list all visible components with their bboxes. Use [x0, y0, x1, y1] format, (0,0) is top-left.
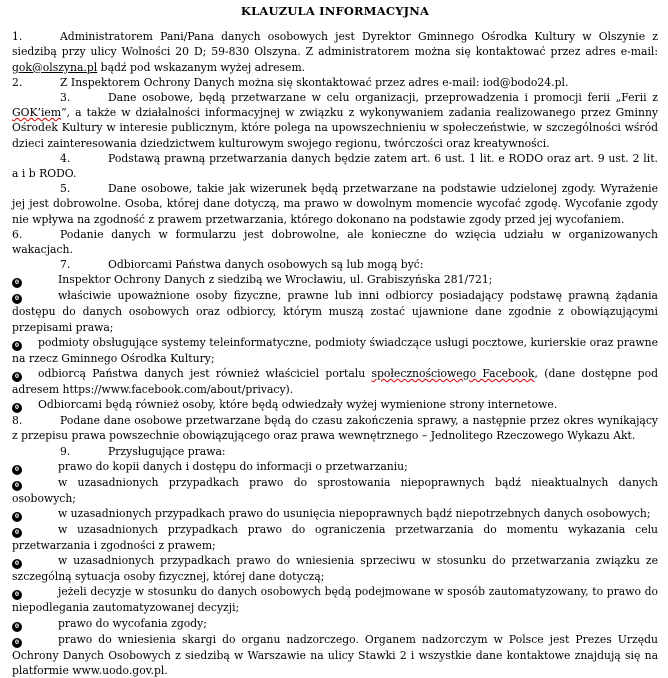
list-item: 0 Odbiorcami będą również osoby, które będą odwiedzały wyżej wymienione strony internetowe. — [12, 397, 658, 413]
bullet-icon: 0 — [12, 638, 22, 648]
list-item: 0 w uzasadnionych przypadkach prawo do wniesienia sprzeciwu w stosunku do przetwarzania związku ze szczególną sytuacja osoby fizycznej, której dane dotyczą; — [12, 554, 658, 584]
list-item: 0 prawo do wycofania zgody; — [12, 616, 658, 632]
list-item: 0 podmioty obsługujące systemy teleinformatyczne, podmioty świadczące usługi pocztowe, kurierskie oraz prawne na rzecz Gminnego Ośrodka Kultury; — [12, 335, 658, 365]
list-item: 0 Inspektor Ochrony Danych z siedzibą we Wrocławiu, ul. Grabiszyńska 281/721; — [12, 272, 658, 288]
bullet-icon: 0 — [12, 341, 22, 351]
section-2: 2. Z Inspektorem Ochrony Danych można się skontaktować przez adres e-mail: iod@bodo24.pl. — [12, 75, 569, 89]
list-item: 0 w uzasadnionych przypadkach prawo do ograniczenia przetwarzania do momentu wykazania celu przetwarzania i zgodności z prawem; — [12, 523, 658, 553]
list-item: 0 w uzasadnionych przypadkach prawo do sprostowania niepoprawnych bądź nieaktualnych danych osobowych; — [12, 475, 658, 505]
section-7: 7. Odbiorcami Państwa danych osobowych są lub mogą być: — [60, 258, 424, 272]
section-6: 6. Podanie danych w formularzu jest dobrowolne, ale konieczne do wzięcia udziału w organizowanych wakacjach. — [12, 227, 658, 257]
document — [12, 2, 658, 678]
bullet-icon: 0 — [12, 294, 22, 304]
list-item: 0 właściwie upoważnione osoby fizyczne, prawne lub inni odbiorcy posiadający podstawę prawną żądania dostępu do danych osobowych oraz odbiorcy, którym muszą zostać ujawnione dane zgodnie z obowiązującymi przepisami prawa; — [12, 289, 658, 334]
section-4: 4. Podstawą prawną przetwarzania danych będzie zatem art. 6 ust. 1 lit. e RODO oraz art. 9 ust. 2 lit. a i b RODO. — [12, 151, 658, 181]
bullet-icon: 0 — [12, 512, 22, 522]
bullet-icon: 0 — [12, 622, 22, 632]
section-1: 1. Administratorem Pani/Pana danych osobowych jest Dyrektor Gminnego Ośrodka Kultury w Olszynie z siedzibą przy ulicy Wolności 20 D; 59-830 Olszyna. Z administratorem można się kontaktować przez adres e-mail: gok@olszyna.pl bądź pod wskazanym wyżej adresem. — [12, 30, 658, 74]
section-5: 5. Dane osobowe, takie jak wizerunek będą przetwarzane na podstawie udzielonej zgody. Wyrażenie jej jest dobrowolne. Osoba, której dane dotyczą, ma prawo w dowolnym momencie wycofać zgodę. Wycofanie zgody nie wpływa na zgodność z prawem przetwarzania, którego dokonano na podstawie zgody przed jej wycofaniem. — [12, 182, 658, 226]
bullet-icon: 0 — [12, 590, 22, 600]
section-3: 3. Dane osobowe, będą przetwarzane w celu organizacji, przeprowadzenia i promocji ferii „Ferii z GOK’iem”, a także w działalności informacyjnej w związku z wykonywaniem zadania realizowanego przez Gminny Ośrodek Kultury w interesie publicznym, które polega na upowszechnieniu w społeczeństwie, w szczególności wśród dzieci zainteresowania dziedzictwem kulturowym swojego regionu, twórczości oraz kreatywności. — [12, 91, 658, 150]
bullet-icon: 0 — [12, 403, 22, 413]
section-9: 9. Przysługujące prawa: — [60, 444, 226, 458]
list-item: 0 odbiorcą Państwa danych jest również właściciel portalu społecznościowego Facebook, (dane dostępne pod adresem https://www.facebook.com/about/privacy). — [12, 367, 658, 397]
list-item: 0 prawo do kopii danych i dostępu do informacji o przetwarzaniu; — [12, 459, 658, 475]
list-item: 0 prawo do wniesienia skargi do organu nadzorczego. Organem nadzorczym w Polsce jest Prezes Urzędu Ochrony Danych Osobowych z siedzibą w Warszawie na ulicy Stawki 2 i wszystkie dane kontaktowe znajdują się na platformie www.uodo.gov.pl. — [12, 632, 658, 677]
bullet-icon: 0 — [12, 372, 22, 382]
bullet-icon: 0 — [12, 278, 22, 288]
section-number: 1. — [12, 30, 23, 44]
bullet-icon: 0 — [12, 559, 22, 569]
email-link[interactable]: gok@olszyna.pl — [12, 60, 98, 74]
list-item: 0 jeżeli decyzje w stosunku do danych osobowych będą podejmowane w sposób zautomatyzowany, to prawo do niepodlegania zautomatyzowanej decyzji; — [12, 585, 658, 615]
section-8: 8. Podane dane osobowe przetwarzane będą do czasu zakończenia sprawy, a następnie przez okres wynikający z przepisu prawa powszechnie obowiązującego oraz prawa wewnętrznego – Jednolitego Rzeczowego Wykazu Akt. — [12, 414, 658, 443]
bullet-icon: 0 — [12, 481, 22, 491]
document-title: KLAUZULA INFORMACYJNA — [240, 4, 430, 18]
bullet-icon: 0 — [12, 528, 22, 538]
bullet-icon: 0 — [12, 465, 22, 475]
list-item: 0 w uzasadnionych przypadkach prawo do usunięcia niepoprawnych bądź niepotrzebnych danych osobowych; — [12, 506, 658, 522]
